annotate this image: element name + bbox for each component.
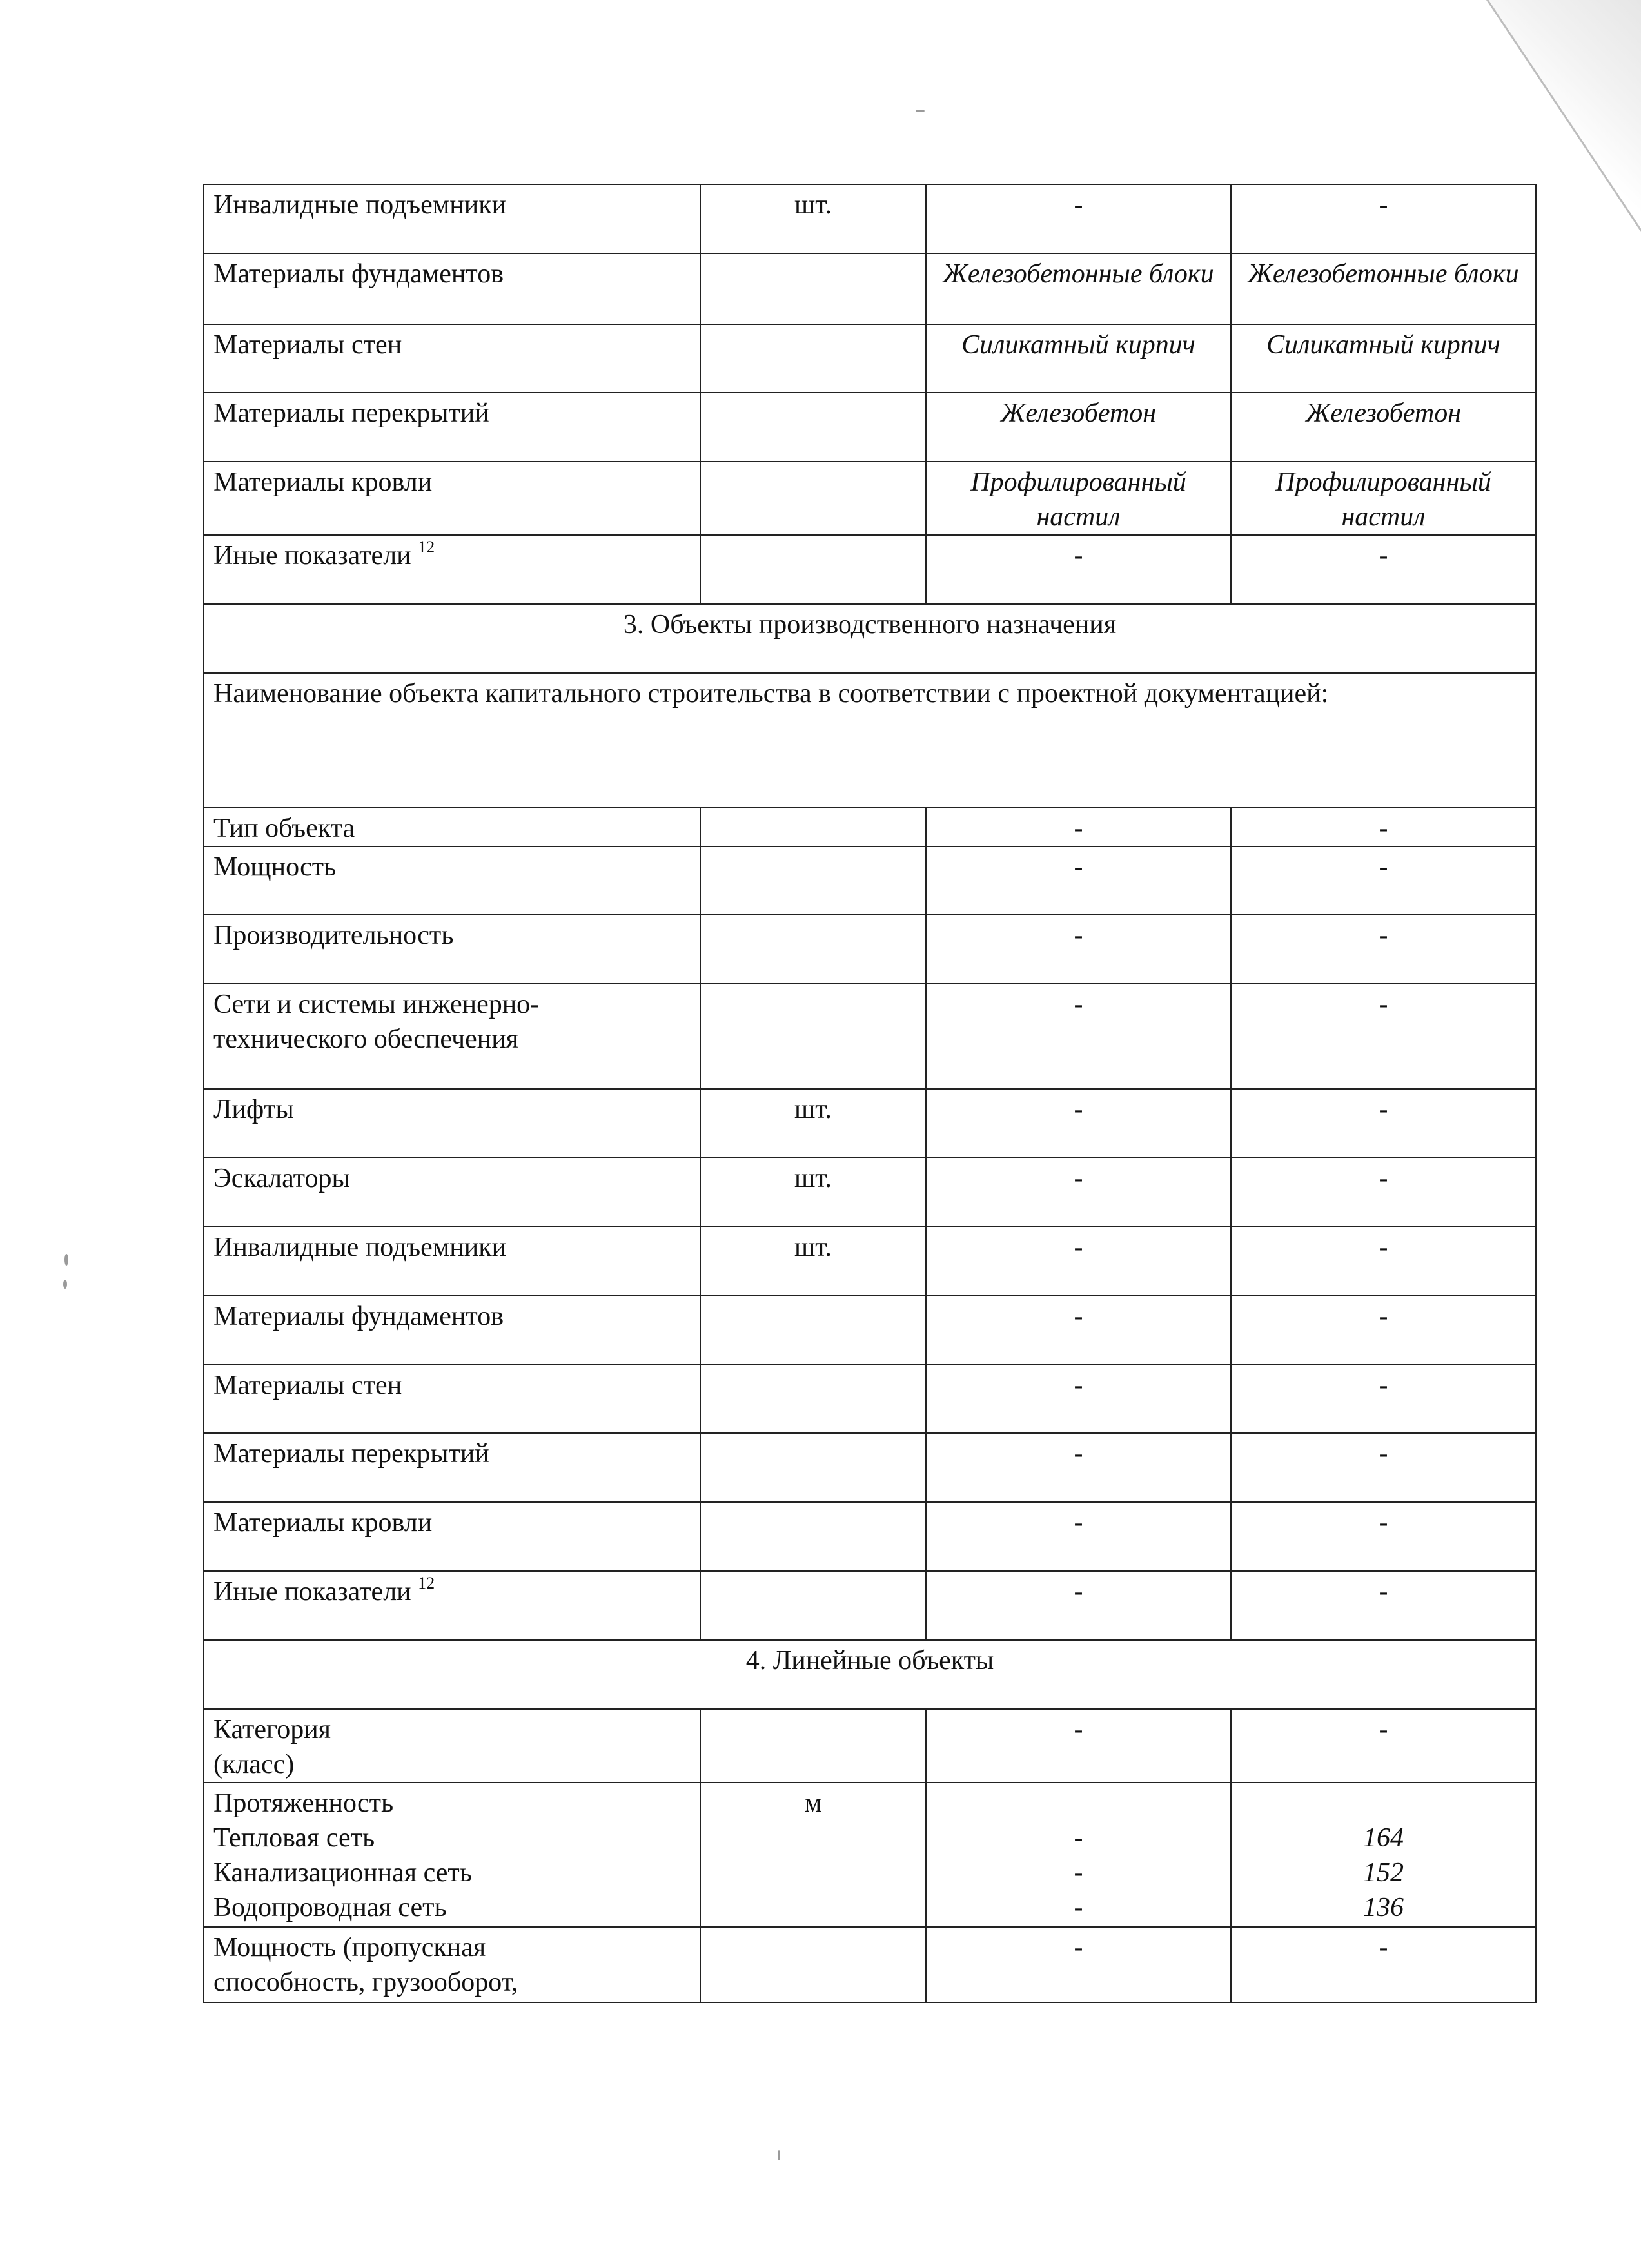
row-value-1: Профилированный настил bbox=[926, 462, 1231, 535]
row-unit bbox=[700, 984, 926, 1089]
row-label: Материалы стен bbox=[204, 1365, 700, 1433]
row-value-2: - bbox=[1231, 846, 1536, 915]
category-label: Категория bbox=[213, 1715, 331, 1745]
row-label: Материалы фундаментов bbox=[204, 1296, 700, 1365]
table-row bbox=[204, 253, 1536, 324]
table-row bbox=[204, 1709, 1536, 1783]
object-name-row bbox=[204, 673, 1536, 808]
row-value-2: - bbox=[1231, 1433, 1536, 1502]
row-label-text: Иные показатели bbox=[213, 1577, 411, 1607]
capacity-label: Мощность (пропускная bbox=[213, 1933, 486, 1962]
row-value-2: - bbox=[1231, 1296, 1536, 1365]
length-item-name: Водопроводная сеть bbox=[213, 1893, 447, 1922]
category-sublabel: (класс) bbox=[213, 1750, 295, 1779]
table-row bbox=[204, 1571, 1536, 1640]
row-unit bbox=[700, 1927, 926, 2002]
length-label: Протяженность bbox=[213, 1788, 394, 1818]
row-label bbox=[204, 1571, 700, 1640]
row-value-2: - bbox=[1231, 1227, 1536, 1296]
row-unit bbox=[700, 1571, 926, 1640]
length-item-value-1: - bbox=[1074, 1893, 1083, 1922]
row-value-1: - bbox=[926, 1709, 1231, 1783]
row-label-text: Иные показатели bbox=[213, 541, 411, 571]
row-label: Лифты bbox=[204, 1089, 700, 1158]
row-value-1: - bbox=[926, 984, 1231, 1089]
table-row bbox=[204, 846, 1536, 915]
table-row bbox=[204, 1783, 1536, 1927]
row-label: Эскалаторы bbox=[204, 1158, 700, 1227]
row-unit bbox=[700, 462, 926, 535]
row-value-1: - bbox=[926, 1158, 1231, 1227]
table-row bbox=[204, 535, 1536, 604]
row-label: Сети и системы инженерно-технического обеспечения bbox=[204, 984, 700, 1089]
indicators-table bbox=[203, 184, 1537, 2003]
row-unit: м bbox=[700, 1783, 926, 1927]
footnote-ref: 12 bbox=[418, 1574, 435, 1592]
row-value-1: - bbox=[926, 184, 1231, 253]
row-label: Мощность bbox=[204, 846, 700, 915]
scan-speck bbox=[778, 2150, 780, 2160]
row-value-1: - bbox=[926, 1502, 1231, 1571]
row-unit bbox=[700, 1709, 926, 1783]
row-label: Материалы кровли bbox=[204, 1502, 700, 1571]
length-item-value-1: - bbox=[1074, 1858, 1083, 1888]
table-row bbox=[204, 1296, 1536, 1365]
row-value-2: - bbox=[1231, 984, 1536, 1089]
length-item-value-2: 164 bbox=[1363, 1823, 1404, 1853]
row-value-2 bbox=[1231, 1783, 1536, 1927]
row-value-1: - bbox=[926, 1089, 1231, 1158]
table-row bbox=[204, 1433, 1536, 1502]
row-value-1: - bbox=[926, 535, 1231, 604]
row-value-1: - bbox=[926, 1296, 1231, 1365]
row-value-2: - bbox=[1231, 1571, 1536, 1640]
row-label: Материалы стен bbox=[204, 324, 700, 393]
table-row bbox=[204, 808, 1536, 846]
length-item-value-2: 136 bbox=[1363, 1893, 1404, 1922]
row-value-2: Железобетон bbox=[1231, 393, 1536, 462]
row-value-1: - bbox=[926, 915, 1231, 984]
length-item-value-1: - bbox=[1074, 1823, 1083, 1853]
row-value-1: - bbox=[926, 1571, 1231, 1640]
row-value-2: - bbox=[1231, 808, 1536, 846]
row-unit bbox=[700, 324, 926, 393]
length-item-name: Канализационная сеть bbox=[213, 1858, 472, 1888]
row-value-2: - bbox=[1231, 1365, 1536, 1433]
row-unit bbox=[700, 915, 926, 984]
row-value-1: - bbox=[926, 1927, 1231, 2002]
table-row bbox=[204, 915, 1536, 984]
capacity-label-cont: способность, грузооборот, bbox=[213, 1968, 518, 1997]
scan-speck bbox=[64, 1254, 68, 1266]
length-item-name: Тепловая сеть bbox=[213, 1823, 375, 1853]
row-label bbox=[204, 1709, 700, 1783]
row-unit: шт. bbox=[700, 1158, 926, 1227]
row-value-1: - bbox=[926, 808, 1231, 846]
section-header-row bbox=[204, 1640, 1536, 1709]
table-row bbox=[204, 1227, 1536, 1296]
table-row bbox=[204, 1158, 1536, 1227]
row-label: Материалы фундаментов bbox=[204, 253, 700, 324]
row-unit bbox=[700, 1365, 926, 1433]
table-row bbox=[204, 184, 1536, 253]
table-row bbox=[204, 324, 1536, 393]
row-value-1: Железобетон bbox=[926, 393, 1231, 462]
row-label bbox=[204, 1927, 700, 2002]
row-value-1: - bbox=[926, 1365, 1231, 1433]
row-value-1: Силикатный кирпич bbox=[926, 324, 1231, 393]
row-unit: шт. bbox=[700, 184, 926, 253]
row-value-1 bbox=[926, 1783, 1231, 1927]
row-label: Инвалидные подъемники bbox=[204, 184, 700, 253]
table-row bbox=[204, 984, 1536, 1089]
row-unit bbox=[700, 846, 926, 915]
row-label bbox=[204, 1783, 700, 1927]
section-title: 4. Линейные объекты bbox=[204, 1640, 1536, 1709]
table-row bbox=[204, 1927, 1536, 2002]
row-value-2: - bbox=[1231, 915, 1536, 984]
footnote-ref: 12 bbox=[418, 538, 435, 556]
row-unit bbox=[700, 1433, 926, 1502]
section-title: 3. Объекты производственного назначения bbox=[204, 604, 1536, 673]
row-value-1: Железобетонные блоки bbox=[926, 253, 1231, 324]
row-label: Тип объекта bbox=[204, 808, 700, 846]
table-row bbox=[204, 1089, 1536, 1158]
row-unit bbox=[700, 1502, 926, 1571]
table-row bbox=[204, 462, 1536, 535]
row-value-1: - bbox=[926, 1433, 1231, 1502]
table-row bbox=[204, 393, 1536, 462]
object-name-label: Наименование объекта капитального строительства в соответствии с проектной документацией: bbox=[204, 673, 1536, 808]
row-value-2: - bbox=[1231, 184, 1536, 253]
table-row bbox=[204, 1365, 1536, 1433]
row-unit bbox=[700, 535, 926, 604]
row-unit bbox=[700, 808, 926, 846]
row-value-2: - bbox=[1231, 1709, 1536, 1783]
row-value-2: - bbox=[1231, 1502, 1536, 1571]
row-label: Материалы перекрытий bbox=[204, 1433, 700, 1502]
row-label: Материалы кровли bbox=[204, 462, 700, 535]
row-value-2: - bbox=[1231, 1927, 1536, 2002]
row-value-2: - bbox=[1231, 535, 1536, 604]
row-label: Производительность bbox=[204, 915, 700, 984]
row-value-2: Силикатный кирпич bbox=[1231, 324, 1536, 393]
section-header-row bbox=[204, 604, 1536, 673]
row-unit: шт. bbox=[700, 1227, 926, 1296]
row-value-2: Профилированный настил bbox=[1231, 462, 1536, 535]
row-value-2: - bbox=[1231, 1089, 1536, 1158]
row-value-1: - bbox=[926, 1227, 1231, 1296]
row-label: Материалы перекрытий bbox=[204, 393, 700, 462]
row-unit bbox=[700, 253, 926, 324]
table-row bbox=[204, 1502, 1536, 1571]
row-value-2: - bbox=[1231, 1158, 1536, 1227]
row-unit bbox=[700, 393, 926, 462]
row-label: Инвалидные подъемники bbox=[204, 1227, 700, 1296]
row-unit: шт. bbox=[700, 1089, 926, 1158]
length-item-value-2: 152 bbox=[1363, 1858, 1404, 1888]
scan-speck bbox=[63, 1280, 67, 1289]
row-value-1: - bbox=[926, 846, 1231, 915]
row-unit bbox=[700, 1296, 926, 1365]
row-value-2: Железобетонные блоки bbox=[1231, 253, 1536, 324]
scan-speck bbox=[916, 110, 925, 112]
row-label bbox=[204, 535, 700, 604]
